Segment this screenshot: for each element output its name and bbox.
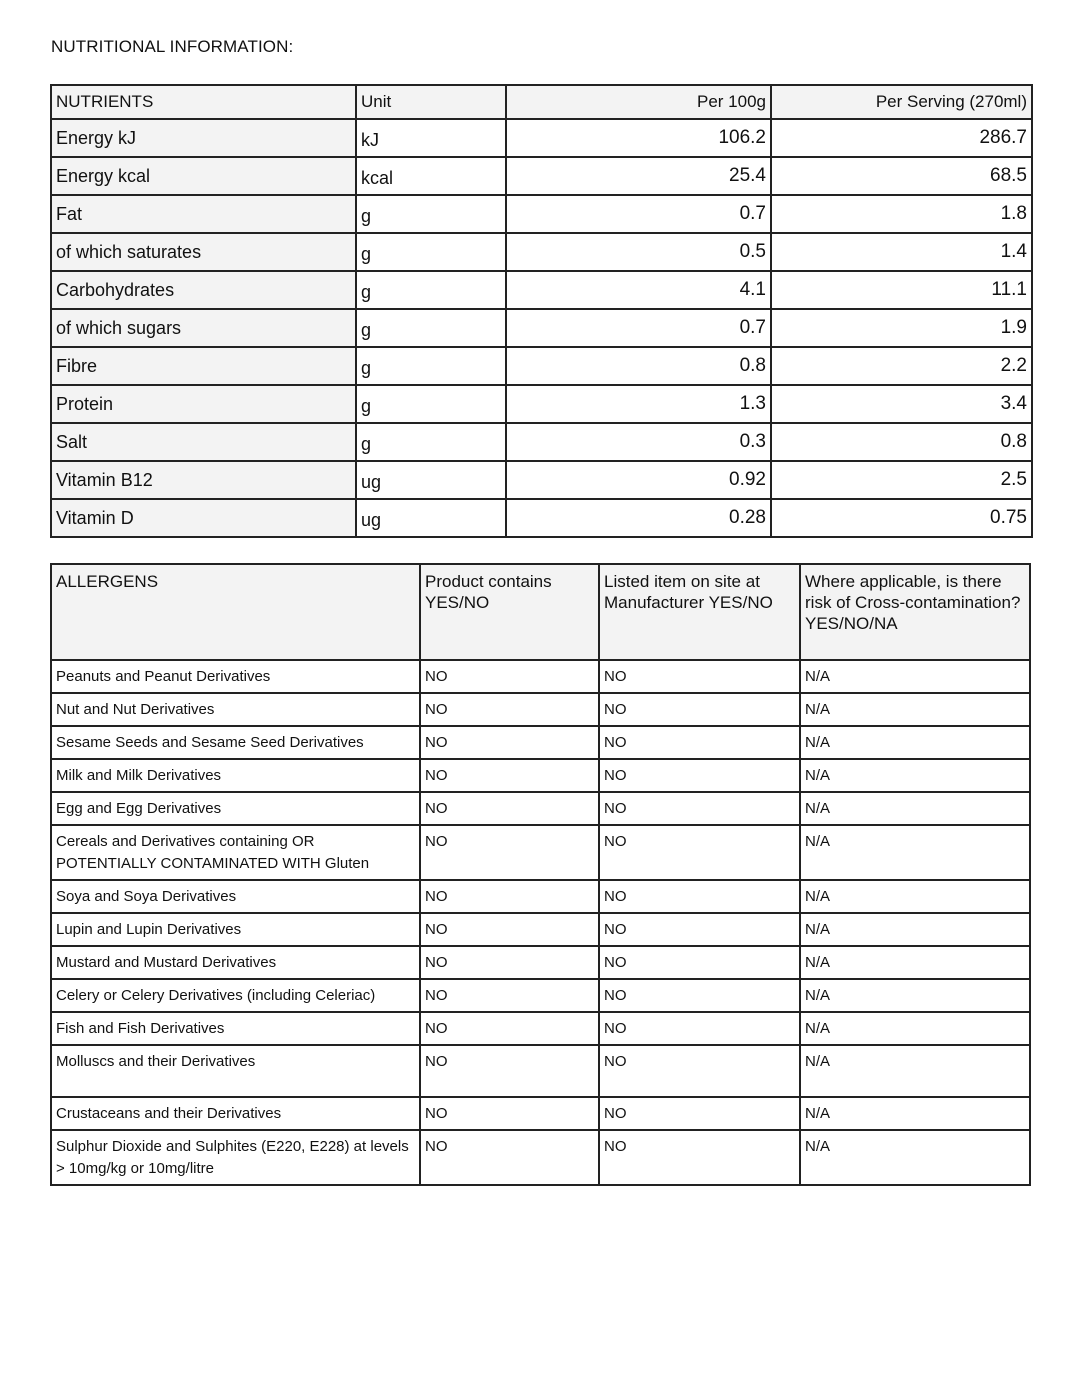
nutrition-row xyxy=(51,195,1032,233)
allergen-listed: NO xyxy=(599,660,800,693)
allergen-row xyxy=(51,660,1030,693)
allergen-cross: N/A xyxy=(800,660,1030,693)
nutrient-name: Energy kJ xyxy=(51,119,356,157)
listed-on-site-header: Listed item on site at Manufacturer YES/NO xyxy=(599,564,800,660)
allergen-table xyxy=(50,563,1031,1186)
allergen-name: Molluscs and their Derivatives xyxy=(51,1045,420,1097)
nutrient-unit: kJ xyxy=(356,119,506,157)
page-heading: NUTRITIONAL INFORMATION: xyxy=(51,37,294,56)
nutrition-row xyxy=(51,385,1032,423)
allergen-contains: NO xyxy=(420,693,599,726)
nutrition-row xyxy=(51,423,1032,461)
allergen-contains: NO xyxy=(420,1045,599,1097)
allergen-row xyxy=(51,1012,1030,1045)
nutrient-per-serving: 11.1 xyxy=(771,271,1032,309)
nutrient-per-serving: 2.2 xyxy=(771,347,1032,385)
allergen-listed: NO xyxy=(599,825,800,880)
allergen-cross: N/A xyxy=(800,913,1030,946)
allergen-name: Soya and Soya Derivatives xyxy=(51,880,420,913)
nutrition-row xyxy=(51,499,1032,537)
nutrient-unit: g xyxy=(356,271,506,309)
allergen-name: Sesame Seeds and Sesame Seed Derivatives xyxy=(51,726,420,759)
allergen-contains: NO xyxy=(420,726,599,759)
allergens-header: ALLERGENS xyxy=(51,564,420,660)
nutrient-per-serving: 0.8 xyxy=(771,423,1032,461)
per-serving-header: Per Serving (270ml) xyxy=(771,85,1032,119)
allergen-listed: NO xyxy=(599,1045,800,1097)
allergen-cross: N/A xyxy=(800,1045,1030,1097)
nutrient-per-100g: 0.3 xyxy=(506,423,771,461)
nutrient-unit: ug xyxy=(356,499,506,537)
allergen-row xyxy=(51,1130,1030,1185)
allergen-listed: NO xyxy=(599,1097,800,1130)
allergen-listed: NO xyxy=(599,979,800,1012)
nutrient-per-100g: 1.3 xyxy=(506,385,771,423)
nutrient-per-100g: 0.7 xyxy=(506,195,771,233)
nutrient-per-serving: 3.4 xyxy=(771,385,1032,423)
allergen-listed: NO xyxy=(599,792,800,825)
allergen-row xyxy=(51,693,1030,726)
nutrient-per-serving: 1.8 xyxy=(771,195,1032,233)
allergen-name: Fish and Fish Derivatives xyxy=(51,1012,420,1045)
nutrient-per-serving: 0.75 xyxy=(771,499,1032,537)
allergen-contains: NO xyxy=(420,825,599,880)
allergen-listed: NO xyxy=(599,726,800,759)
nutrient-per-serving: 2.5 xyxy=(771,461,1032,499)
allergen-name: Mustard and Mustard Derivatives xyxy=(51,946,420,979)
nutrient-unit: g xyxy=(356,195,506,233)
allergen-row xyxy=(51,792,1030,825)
nutrient-per-100g: 25.4 xyxy=(506,157,771,195)
allergen-name: Sulphur Dioxide and Sulphites (E220, E228) at levels > 10mg/kg or 10mg/litre xyxy=(51,1130,420,1185)
allergen-cross: N/A xyxy=(800,1012,1030,1045)
allergen-cross: N/A xyxy=(800,1097,1030,1130)
nutrition-header-row xyxy=(51,85,1032,119)
per-100g-header: Per 100g xyxy=(506,85,771,119)
allergen-row xyxy=(51,913,1030,946)
nutrient-name: Vitamin B12 xyxy=(51,461,356,499)
allergen-contains: NO xyxy=(420,913,599,946)
nutrient-unit: g xyxy=(356,347,506,385)
allergen-listed: NO xyxy=(599,1130,800,1185)
allergen-row xyxy=(51,880,1030,913)
allergen-cross: N/A xyxy=(800,726,1030,759)
allergen-cross: N/A xyxy=(800,979,1030,1012)
allergen-name: Cereals and Derivatives containing OR POTENTIALLY CONTAMINATED WITH Gluten xyxy=(51,825,420,880)
allergen-row xyxy=(51,1097,1030,1130)
cross-contamination-header: Where applicable, is there risk of Cross-contamination? YES/NO/NA xyxy=(800,564,1030,660)
allergen-contains: NO xyxy=(420,1130,599,1185)
allergen-header-row xyxy=(51,564,1030,660)
allergen-row xyxy=(51,946,1030,979)
product-contains-header: Product contains YES/NO xyxy=(420,564,599,660)
allergen-contains: NO xyxy=(420,1012,599,1045)
allergen-contains: NO xyxy=(420,880,599,913)
nutrient-per-100g: 0.7 xyxy=(506,309,771,347)
allergen-name: Lupin and Lupin Derivatives xyxy=(51,913,420,946)
allergen-listed: NO xyxy=(599,946,800,979)
nutrition-row xyxy=(51,233,1032,271)
allergen-row xyxy=(51,759,1030,792)
nutrient-per-100g: 0.28 xyxy=(506,499,771,537)
nutrient-name: Protein xyxy=(51,385,356,423)
allergen-listed: NO xyxy=(599,1012,800,1045)
nutrient-unit: g xyxy=(356,233,506,271)
allergen-cross: N/A xyxy=(800,759,1030,792)
nutrient-unit: g xyxy=(356,423,506,461)
allergen-listed: NO xyxy=(599,880,800,913)
allergen-name: Celery or Celery Derivatives (including Celeriac) xyxy=(51,979,420,1012)
allergen-listed: NO xyxy=(599,693,800,726)
nutrient-per-serving: 1.9 xyxy=(771,309,1032,347)
allergen-cross: N/A xyxy=(800,792,1030,825)
nutrient-per-100g: 0.8 xyxy=(506,347,771,385)
nutrient-name: Carbohydrates xyxy=(51,271,356,309)
allergen-name: Nut and Nut Derivatives xyxy=(51,693,420,726)
nutrition-row xyxy=(51,461,1032,499)
allergen-name: Crustaceans and their Derivatives xyxy=(51,1097,420,1130)
allergen-row xyxy=(51,979,1030,1012)
nutrient-per-100g: 0.5 xyxy=(506,233,771,271)
nutrient-per-serving: 1.4 xyxy=(771,233,1032,271)
allergen-contains: NO xyxy=(420,1097,599,1130)
nutrient-per-serving: 286.7 xyxy=(771,119,1032,157)
allergen-cross: N/A xyxy=(800,946,1030,979)
unit-header: Unit xyxy=(356,85,506,119)
allergen-contains: NO xyxy=(420,792,599,825)
nutrient-unit: kcal xyxy=(356,157,506,195)
allergen-name: Milk and Milk Derivatives xyxy=(51,759,420,792)
allergen-row xyxy=(51,1045,1030,1097)
nutrient-unit: g xyxy=(356,385,506,423)
allergen-cross: N/A xyxy=(800,825,1030,880)
nutrient-name: Energy kcal xyxy=(51,157,356,195)
allergen-cross: N/A xyxy=(800,693,1030,726)
allergen-listed: NO xyxy=(599,759,800,792)
nutrition-row xyxy=(51,347,1032,385)
nutrition-table xyxy=(50,84,1033,538)
allergen-row xyxy=(51,726,1030,759)
nutrient-name: Fibre xyxy=(51,347,356,385)
nutrient-per-100g: 0.92 xyxy=(506,461,771,499)
nutrient-name: of which saturates xyxy=(51,233,356,271)
nutrient-per-100g: 4.1 xyxy=(506,271,771,309)
nutrition-row xyxy=(51,119,1032,157)
allergen-contains: NO xyxy=(420,979,599,1012)
nutrient-unit: g xyxy=(356,309,506,347)
nutrition-row xyxy=(51,309,1032,347)
allergen-cross: N/A xyxy=(800,880,1030,913)
allergen-row xyxy=(51,825,1030,880)
nutrient-per-100g: 106.2 xyxy=(506,119,771,157)
allergen-name: Egg and Egg Derivatives xyxy=(51,792,420,825)
allergen-cross: N/A xyxy=(800,1130,1030,1185)
nutrition-row xyxy=(51,157,1032,195)
nutrient-name: Vitamin D xyxy=(51,499,356,537)
allergen-listed: NO xyxy=(599,913,800,946)
nutrient-name: Fat xyxy=(51,195,356,233)
nutrients-header: NUTRIENTS xyxy=(51,85,356,119)
nutrient-per-serving: 68.5 xyxy=(771,157,1032,195)
nutrient-unit: ug xyxy=(356,461,506,499)
nutrient-name: Salt xyxy=(51,423,356,461)
allergen-contains: NO xyxy=(420,759,599,792)
allergen-name: Peanuts and Peanut Derivatives xyxy=(51,660,420,693)
allergen-contains: NO xyxy=(420,946,599,979)
allergen-contains: NO xyxy=(420,660,599,693)
nutrient-name: of which sugars xyxy=(51,309,356,347)
nutrition-row xyxy=(51,271,1032,309)
